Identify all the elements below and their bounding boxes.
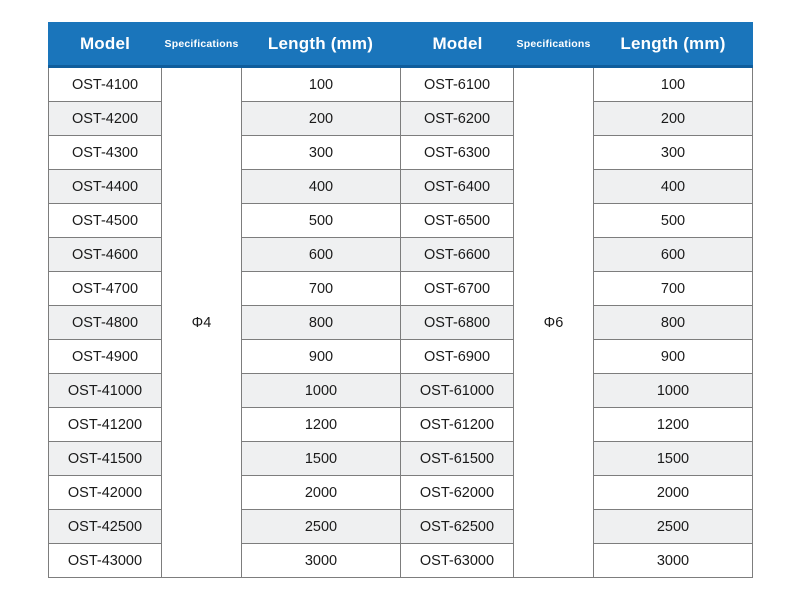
cell-length: 200 [242, 102, 401, 136]
cell-length: 400 [242, 170, 401, 204]
table-row [49, 442, 753, 476]
table-row [49, 170, 753, 204]
cell-model: OST-63000 [401, 544, 514, 578]
cell-model: OST-61500 [401, 442, 514, 476]
cell-length: 800 [594, 306, 753, 340]
cell-length: 500 [242, 204, 401, 238]
table-row [49, 340, 753, 374]
cell-length: 400 [594, 170, 753, 204]
cell-model: OST-4400 [49, 170, 162, 204]
cell-length: 100 [242, 67, 401, 102]
cell-length: 800 [242, 306, 401, 340]
cell-length: 300 [594, 136, 753, 170]
cell-model: OST-6700 [401, 272, 514, 306]
cell-model: OST-42500 [49, 510, 162, 544]
cell-length: 900 [242, 340, 401, 374]
cell-length: 1500 [594, 442, 753, 476]
cell-model: OST-4500 [49, 204, 162, 238]
cell-length: 1200 [242, 408, 401, 442]
cell-model: OST-61000 [401, 374, 514, 408]
cell-model: OST-4100 [49, 67, 162, 102]
table-row [49, 374, 753, 408]
cell-length: 1500 [242, 442, 401, 476]
cell-length: 2000 [594, 476, 753, 510]
cell-model: OST-41200 [49, 408, 162, 442]
cell-model: OST-4900 [49, 340, 162, 374]
table-body [49, 67, 753, 578]
cell-model: OST-6600 [401, 238, 514, 272]
cell-model: OST-6400 [401, 170, 514, 204]
cell-length: 1000 [594, 374, 753, 408]
table-row [49, 204, 753, 238]
table-row [49, 544, 753, 578]
cell-model: OST-43000 [49, 544, 162, 578]
cell-model: OST-4800 [49, 306, 162, 340]
cell-length: 3000 [242, 544, 401, 578]
cell-length: 600 [242, 238, 401, 272]
cell-model: OST-4700 [49, 272, 162, 306]
cell-model: OST-61200 [401, 408, 514, 442]
cell-specification: Φ6 [514, 67, 594, 578]
cell-length: 700 [594, 272, 753, 306]
cell-model: OST-4300 [49, 136, 162, 170]
cell-model: OST-6800 [401, 306, 514, 340]
cell-length: 1200 [594, 408, 753, 442]
cell-length: 600 [594, 238, 753, 272]
cell-model: OST-6100 [401, 67, 514, 102]
cell-model: OST-41500 [49, 442, 162, 476]
column-header-model-2: Model [401, 23, 514, 67]
table-row [49, 102, 753, 136]
table-row [49, 306, 753, 340]
cell-model: OST-6900 [401, 340, 514, 374]
cell-length: 900 [594, 340, 753, 374]
table-row [49, 476, 753, 510]
cell-model: OST-6500 [401, 204, 514, 238]
product-specification-table [48, 22, 753, 578]
table-row [49, 272, 753, 306]
column-header-specifications-1: Specifications [162, 23, 242, 67]
cell-length: 700 [242, 272, 401, 306]
table-row [49, 510, 753, 544]
column-header-length-2: Length (mm) [594, 23, 753, 67]
cell-length: 3000 [594, 544, 753, 578]
column-header-specifications-2: Specifications [514, 23, 594, 67]
cell-model: OST-6200 [401, 102, 514, 136]
cell-model: OST-41000 [49, 374, 162, 408]
cell-model: OST-4200 [49, 102, 162, 136]
column-header-model-1: Model [49, 23, 162, 67]
cell-length: 2000 [242, 476, 401, 510]
table-header [49, 23, 753, 67]
table-row [49, 136, 753, 170]
table-row [49, 67, 753, 102]
cell-length: 100 [594, 67, 753, 102]
table-row [49, 408, 753, 442]
cell-model: OST-62000 [401, 476, 514, 510]
table-header-row [49, 23, 753, 67]
column-header-length-1: Length (mm) [242, 23, 401, 67]
specification-table-container [48, 22, 752, 578]
cell-length: 1000 [242, 374, 401, 408]
cell-model: OST-42000 [49, 476, 162, 510]
cell-length: 2500 [242, 510, 401, 544]
cell-length: 200 [594, 102, 753, 136]
cell-specification: Φ4 [162, 67, 242, 578]
cell-length: 300 [242, 136, 401, 170]
cell-model: OST-4600 [49, 238, 162, 272]
table-row [49, 238, 753, 272]
cell-model: OST-6300 [401, 136, 514, 170]
cell-length: 500 [594, 204, 753, 238]
cell-model: OST-62500 [401, 510, 514, 544]
cell-length: 2500 [594, 510, 753, 544]
